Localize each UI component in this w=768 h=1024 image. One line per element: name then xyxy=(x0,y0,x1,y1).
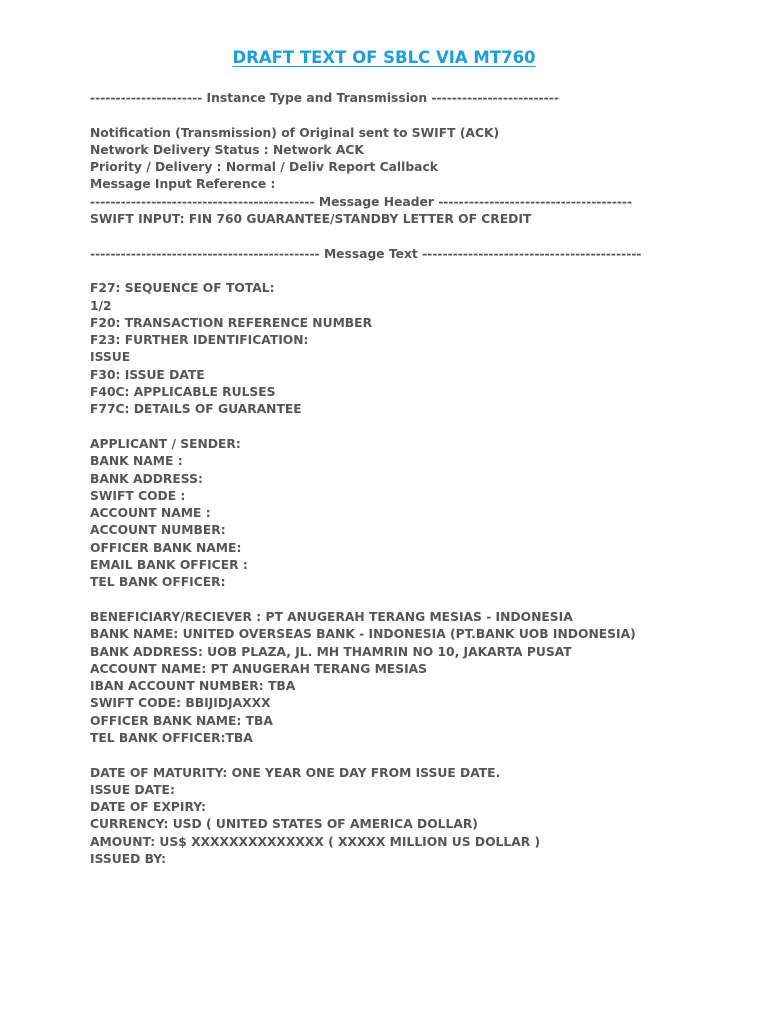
document-line: BANK ADDRESS: xyxy=(90,471,203,486)
document-line: SWIFT CODE : xyxy=(90,488,186,503)
document-line: F23: FURTHER IDENTIFICATION: xyxy=(90,333,309,348)
document-line: ISSUE DATE: xyxy=(90,782,175,797)
document-line: F77C: DETAILS OF GUARANTEE xyxy=(90,402,302,417)
document-line: ISSUED BY: xyxy=(90,852,167,867)
document-line: Notification (Transmission) of Original sent to SWIFT (ACK) xyxy=(90,125,500,140)
document-line: ACCOUNT NUMBER: xyxy=(90,523,226,538)
document-line: ACCOUNT NAME : xyxy=(90,506,211,521)
document-line: ISSUE xyxy=(90,350,131,365)
document-line: SWIFT CODE: BBIJIDJAXXX xyxy=(90,696,271,711)
blank-line xyxy=(90,419,750,436)
document-line: BANK NAME : xyxy=(90,454,183,469)
document-line: 1/2 xyxy=(90,298,112,313)
document-line: F30: ISSUE DATE xyxy=(90,367,205,382)
document-line: TEL BANK OFFICER:TBA xyxy=(90,730,253,745)
blank-line xyxy=(90,592,750,609)
document-line: Message Input Reference : xyxy=(90,177,276,192)
document-line: APPLICANT / SENDER: xyxy=(90,436,241,451)
document-line: BENEFICIARY/RECIEVER : PT ANUGERAH TERANG MESIAS - INDONESIA xyxy=(90,609,573,624)
document-line: DATE OF MATURITY: ONE YEAR ONE DAY FROM ISSUE DATE. xyxy=(90,765,501,780)
document-line: Priority / Delivery : Normal / Deliv Report Callback xyxy=(90,160,438,175)
blank-line xyxy=(90,747,750,764)
document-line: F40C: APPLICABLE RULSES xyxy=(90,385,276,400)
document-line: SWIFT INPUT: FIN 760 GUARANTEE/STANDBY LETTER OF CREDIT xyxy=(90,212,532,227)
document-line: --------------------------------------------- Message Text ------------------------------------------- xyxy=(90,246,642,261)
document-line: DATE OF EXPIRY: xyxy=(90,800,206,815)
document-line: EMAIL BANK OFFICER : xyxy=(90,558,248,573)
document-line: IBAN ACCOUNT NUMBER: TBA xyxy=(90,679,296,694)
document-title: DRAFT TEXT OF SBLC VIA MT760 xyxy=(232,48,536,67)
document-line: BANK ADDRESS: UOB PLAZA, JL. MH THAMRIN NO 10, JAKARTA PUSAT xyxy=(90,644,572,659)
document-line: AMOUNT: US$ XXXXXXXXXXXXXX ( XXXXX MILLION US DOLLAR ) xyxy=(90,834,541,849)
document-line: -------------------------------------------- Message Header -------------------------------------- xyxy=(90,194,633,209)
blank-line xyxy=(90,228,750,245)
blank-line xyxy=(90,107,750,124)
document-line: TEL BANK OFFICER: xyxy=(90,575,226,590)
blank-line xyxy=(90,263,750,280)
document-line: Network Delivery Status : Network ACK xyxy=(90,142,364,157)
document-line: CURRENCY: USD ( UNITED STATES OF AMERICA DOLLAR) xyxy=(90,817,478,832)
document-line: ---------------------- Instance Type and Transmission ------------------------- xyxy=(90,91,559,105)
document-line: BANK NAME: UNITED OVERSEAS BANK - INDONESIA (PT.BANK UOB INDONESIA) xyxy=(90,627,636,642)
document-line: OFFICER BANK NAME: xyxy=(90,540,242,555)
document-line: OFFICER BANK NAME: TBA xyxy=(90,713,273,728)
document-line: ACCOUNT NAME: PT ANUGERAH TERANG MESIAS xyxy=(90,661,428,676)
document-line: F20: TRANSACTION REFERENCE NUMBER xyxy=(90,315,373,330)
document-body xyxy=(90,90,750,868)
document-line: F27: SEQUENCE OF TOTAL: xyxy=(90,281,275,296)
